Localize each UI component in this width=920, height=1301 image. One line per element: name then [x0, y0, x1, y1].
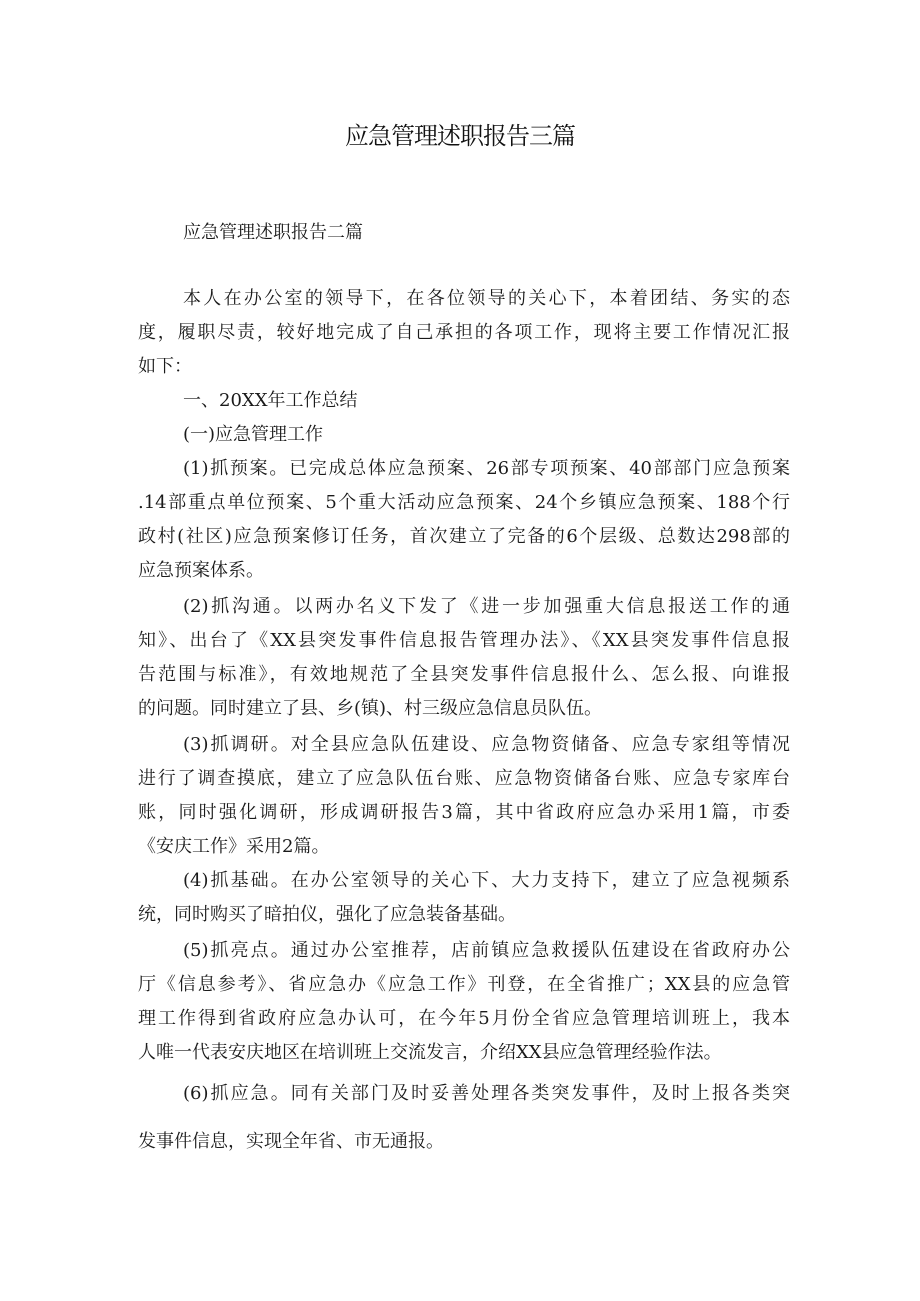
paragraph-line: (2)抓沟通。以两办名义下发了《进一步加强重大信息报送工作的通 [183, 596, 790, 617]
paragraph-line: (4)抓基础。在办公室领导的关心下、大力支持下，建立了应急视频系 [183, 870, 790, 891]
list-item [138, 864, 790, 932]
paragraph-line: 应急预案体系。 [138, 560, 264, 581]
paragraph-line: 的问题。同时建立了县、乡(镇)、村三级应急信息员队伍。 [138, 698, 603, 719]
paragraph-line: 厅《信息参考》、省应急办《应急工作》刊登，在全省推广；XX县的应急管 [138, 974, 790, 995]
paragraph-line: .14部重点单位预案、5个重大活动应急预案、24个乡镇应急预案、188个行 [138, 492, 790, 513]
paragraph-line: 理工作得到省政府应急办认可，在今年5月份全省应急管理培训班上，我本 [138, 1008, 790, 1029]
section-heading-text: 一、20XX年工作总结 [183, 390, 358, 411]
paragraph-line: (1)抓预案。已完成总体应急预案、26部专项预案、40部部门应急预案 [183, 458, 790, 479]
paragraph-line: (3)抓调研。对全县应急队伍建设、应急物资储备、应急专家组等情况 [183, 734, 790, 755]
paragraph-line: 度，履职尽责，较好地完成了自己承担的各项工作，现将主要工作情况汇报 [138, 322, 790, 343]
list-item [138, 1070, 790, 1166]
paragraph-line: 《安庆工作》采用2篇。 [138, 836, 330, 857]
section-heading [138, 384, 790, 418]
paragraph-line: 账，同时强化调研，形成调研报告3篇，其中省政府应急办采用1篇，市委 [138, 802, 790, 823]
document-title: 应急管理述职报告三篇 [345, 122, 575, 150]
paragraph-line: 统，同时购买了暗拍仪，强化了应急装备基础。 [138, 904, 516, 925]
paragraph-line: 知》、出台了《XX县突发事件信息报告管理办法》、《XX县突发事件信息报 [138, 630, 790, 651]
paragraph-line: (6)抓应急。同有关部门及时妥善处理各类突发事件，及时上报各类突 [183, 1083, 790, 1104]
list-item [138, 934, 790, 1070]
paragraph-line: 人唯一代表安庆地区在培训班上交流发言，介绍XX县应急管理经验作法。 [138, 1042, 722, 1063]
paragraph-line: 发事件信息，实现全年省、市无通报。 [138, 1131, 444, 1152]
list-item [138, 590, 790, 726]
list-item [138, 728, 790, 864]
paragraph-line: 如下： [138, 356, 192, 377]
document-subtitle: 应急管理述职报告二篇 [183, 222, 363, 243]
intro-paragraph [138, 282, 790, 384]
list-item [138, 452, 790, 588]
paragraph-line: 进行了调查摸底，建立了应急队伍台账、应急物资储备台账、应急专家库台 [138, 768, 790, 789]
subsection-heading [138, 418, 790, 452]
subsection-heading-text: (一)应急管理工作 [183, 424, 324, 445]
paragraph-line: 政村(社区)应急预案修订任务，首次建立了完备的6个层级、总数达298部的 [138, 526, 790, 547]
paragraph-line: (5)抓亮点。通过办公室推荐，店前镇应急救援队伍建设在省政府办公 [183, 940, 790, 961]
paragraph-line: 告范围与标准》，有效地规范了全县突发事件信息报什么、怎么报、向谁报 [138, 664, 790, 685]
paragraph-line: 本人在办公室的领导下，在各位领导的关心下，本着团结、务实的态 [183, 288, 790, 309]
